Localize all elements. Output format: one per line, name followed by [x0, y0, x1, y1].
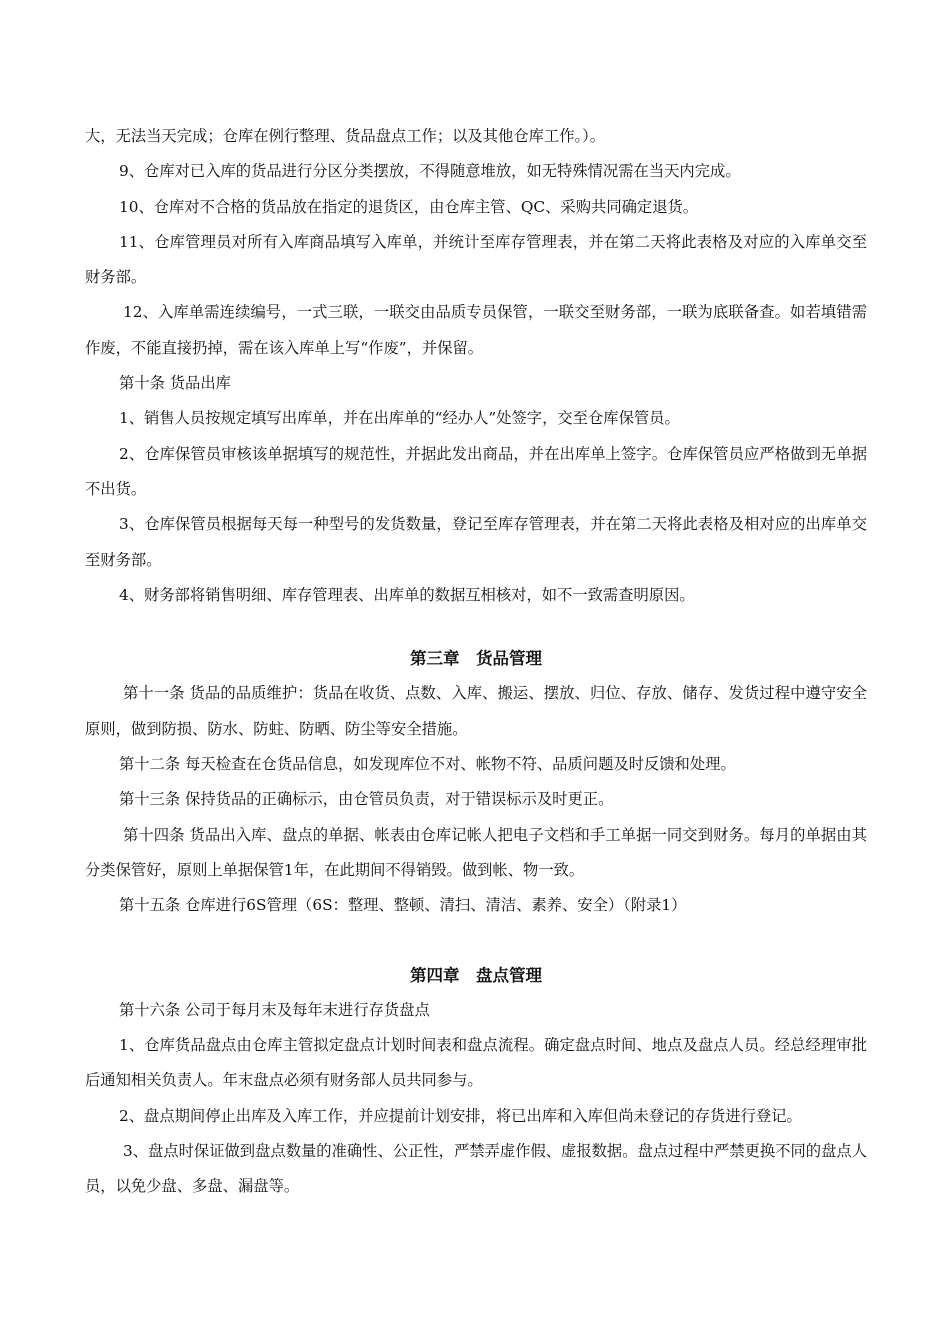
document-page [85, 119, 867, 1205]
paragraph: 2、仓库保管员审核该单据填写的规范性，并据此发出商品，并在出库单上签字。仓库保管员应严格做到无单据不出货。 [85, 444, 867, 498]
paragraph: 10、仓库对不合格的货品放在指定的退货区，由仓库主管、QC、采购共同确定退货。 [119, 197, 699, 216]
paragraph: 第十四条 货品出入库、盘点的单据、帐表由仓库记帐人把电子文档和手工单据一同交到财务。每月的单据由其分类保管好，原则上单据保管1年，在此期间不得销毁。做到帐、物一致。 [85, 825, 867, 879]
paragraph: 第十五条 仓库进行6S管理（6S：整理、整顿、清扫、清洁、素养、安全）（附录1） [119, 896, 687, 915]
article-heading: 第十条 货品出库 [119, 374, 231, 393]
paragraph: 11、仓库管理员对所有入库商品填写入库单，并统计至库存管理表，并在第二天将此表格及对应的入库单交至财务部。 [85, 232, 867, 287]
paragraph: 1、仓库货品盘点由仓库主管拟定盘点计划时间表和盘点流程。确定盘点时间、地点及盘点人员。经总经理审批后通知相关负责人。年末盘点必须有财务部人员共同参与。 [85, 1036, 867, 1090]
paragraph: 第十二条 每天检查在仓货品信息，如发现库位不对、帐物不符、品质问题及时反馈和处理。 [119, 755, 736, 774]
paragraph: 大，无法当天完成；仓库在例行整理、货品盘点工作；以及其他仓库工作。）。 [85, 127, 606, 145]
paragraph: 4、财务部将销售明细、库存管理表、出库单的数据互相核对，如不一致需查明原因。 [119, 585, 695, 604]
paragraph: 9、仓库对已入库的货品进行分区分类摆放，不得随意堆放，如无特殊情况需在当天内完成。 [119, 162, 741, 181]
paragraph: 3、盘点时保证做到盘点数量的准确性、公正性，严禁弄虚作假、虚报数据。盘点过程中严禁更换不同的盘点人员，以免少盘、多盘、漏盘等。 [85, 1142, 867, 1196]
paragraph: 1、销售人员按规定填写出库单，并在出库单的“经办人”处签字，交至仓库保管员。 [119, 409, 680, 428]
paragraph: 第十六条 公司于每月末及每年末进行存货盘点 [119, 1000, 430, 1019]
spacer [85, 924, 867, 958]
spacer [85, 613, 867, 641]
paragraph: 3、仓库保管员根据每天每一种型号的发货数量，登记至库存管理表，并在第二天将此表格及相对应的出库单交至财务部。 [85, 515, 867, 569]
paragraph: 第十三条 保持货品的正确标示，由仓管员负责，对于错误标示及时更正。 [119, 790, 614, 809]
paragraph: 12、入库单需连续编号，一式三联，一联交由品质专员保管，一联交至财务部，一联为底联备查。如若填错需作废，不能直接扔掉，需在该入库单上写“作废”，并保留。 [85, 303, 867, 357]
chapter-title: 第三章 货品管理 [410, 649, 542, 669]
chapter-title: 第四章 盘点管理 [410, 965, 542, 985]
paragraph: 第十一条 货品的品质维护：货品在收货、点数、入库、搬运、摆放、归位、存放、储存、发货过程中遵守安全原则，做到防损、防水、防蛀、防晒、防尘等安全措施。 [85, 684, 867, 738]
paragraph: 2、盘点期间停止出库及入库工作，并应提前计划安排，将已出库和入库但尚未登记的存货进行登记。 [119, 1106, 802, 1125]
